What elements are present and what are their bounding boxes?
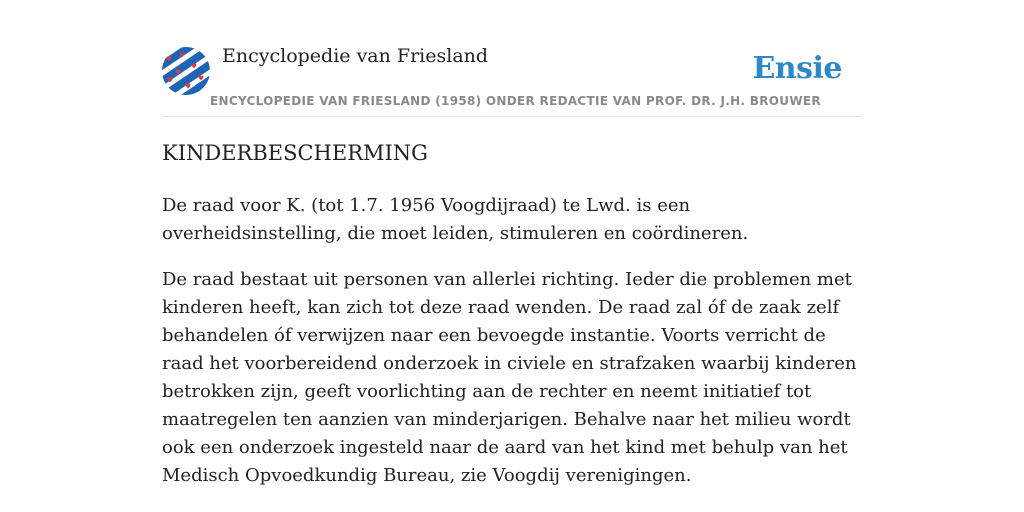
site-title[interactable]: Encyclopedie van Friesland [222,45,489,67]
article-paragraph: De raad bestaat uit personen van allerlei richting. Ieder die problemen met kinderen heeft, kan zich tot deze raad wenden. De raad zal óf de zaak zelf behandelen óf verwijzen naar een bevoegde instantie. Voorts verricht de raad het voorbereidend onderzoek in civiele en strafzaken waarbij kinderen betrokken zijn, geeft voorlichting aan de rechter en neemt initiatief tot maatregelen ten aanzien van minderjarigen. Behalve naar het milieu wordt ook een onderzoek ingesteld naar de aard van het kind met behulp van het Medisch Opvoedkundig Bureau, zie Voogdij verenigingen. [162,269,857,486]
frisian-flag-icon [162,47,210,95]
article-paragraph: De raad voor K. (tot 1.7. 1956 Voogdijraad) te Lwd. is een overheidsinstelling, die moet leiden, stimuleren en coördineren. [162,195,749,244]
article-body [162,192,872,508]
ensie-brand-link[interactable]: Ensie [752,51,842,86]
header [162,44,862,117]
page-title: KINDERBESCHERMING [162,141,428,165]
encyclopedia-subtitle: ENCYCLOPEDIE VAN FRIESLAND (1958) ONDER REDACTIE VAN PROF. DR. J.H. BROUWER [210,94,821,108]
